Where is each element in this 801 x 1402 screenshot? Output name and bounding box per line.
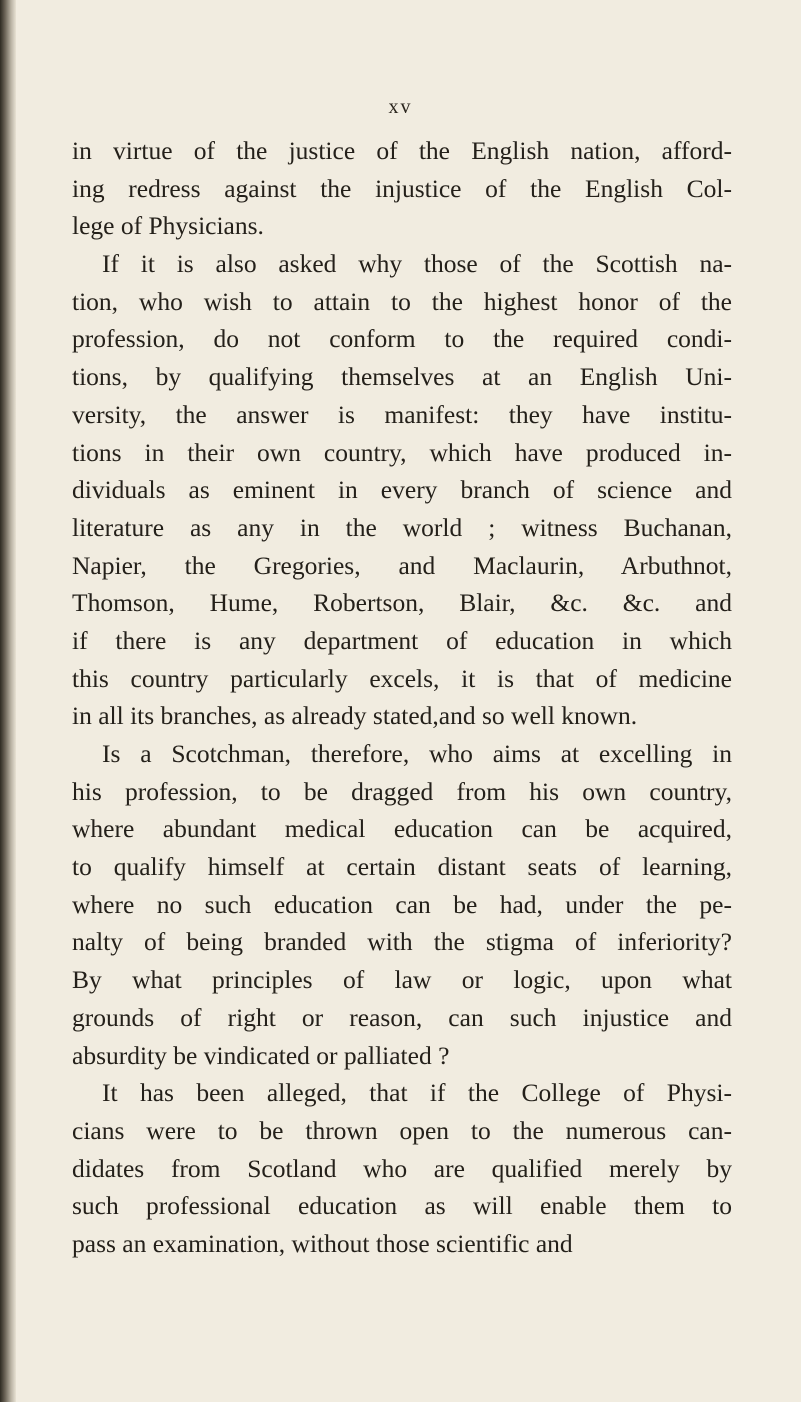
text-line: ing redress against the injustice of the English Col- [72, 173, 732, 203]
page-number: xv [388, 96, 413, 118]
text-line: where no such education can be had, under the pe- [72, 889, 732, 919]
text-line: It has been alleged, that if the College of Physi- [102, 1078, 732, 1108]
text-line: profession, do not conform to the required condi- [72, 324, 732, 354]
text-line: lege of Physicians. [72, 211, 264, 241]
text-line: where abundant medical education can be acquired, [72, 814, 732, 844]
book-spine-shadow [0, 0, 16, 1402]
text-line: Thomson, Hume, Robertson, Blair, &c. &c. and [72, 588, 732, 618]
text-line: dividuals as eminent in every branch of science and [72, 475, 732, 505]
body-text [72, 132, 732, 1263]
text-line: in all its branches, as already stated,and so well known. [72, 701, 638, 731]
text-line: absurdity be vindicated or palliated ? [72, 1040, 450, 1070]
text-line: pass an examination, without those scientific and [72, 1228, 573, 1258]
text-line: versity, the answer is manifest: they have institu- [72, 399, 732, 429]
text-line: in virtue of the justice of the English nation, afford- [72, 136, 732, 165]
text-line: cians were to be thrown open to the numerous can- [72, 1115, 732, 1145]
text-line: nalty of being branded with the stigma of inferiority? [72, 927, 732, 957]
text-line: this country particularly excels, it is that of medicine [72, 663, 732, 693]
text-line: to qualify himself at certain distant seats of learning, [72, 852, 732, 882]
text-line: such professional education as will enable them to [72, 1191, 732, 1221]
text-line: didates from Scotland who are qualified merely by [72, 1153, 732, 1183]
text-line: tions in their own country, which have produced in- [72, 437, 732, 467]
text-line: his profession, to be dragged from his own country, [72, 776, 732, 806]
text-line: Napier, the Gregories, and Maclaurin, Arbuthnot, [72, 550, 732, 580]
text-line: If it is also asked why those of the Scottish na- [102, 249, 732, 279]
text-line: literature as any in the world ; witness Buchanan, [72, 512, 732, 542]
text-line: By what principles of law or logic, upon what [72, 965, 732, 995]
text-line: tion, who wish to attain to the highest honor of the [72, 286, 732, 316]
text-line: if there is any department of education in which [72, 625, 732, 655]
text-line: Is a Scotchman, therefore, who aims at excelling in [102, 739, 732, 768]
text-line: grounds of right or reason, can such injustice and [72, 1002, 732, 1032]
text-line: tions, by qualifying themselves at an English Uni- [72, 362, 732, 392]
